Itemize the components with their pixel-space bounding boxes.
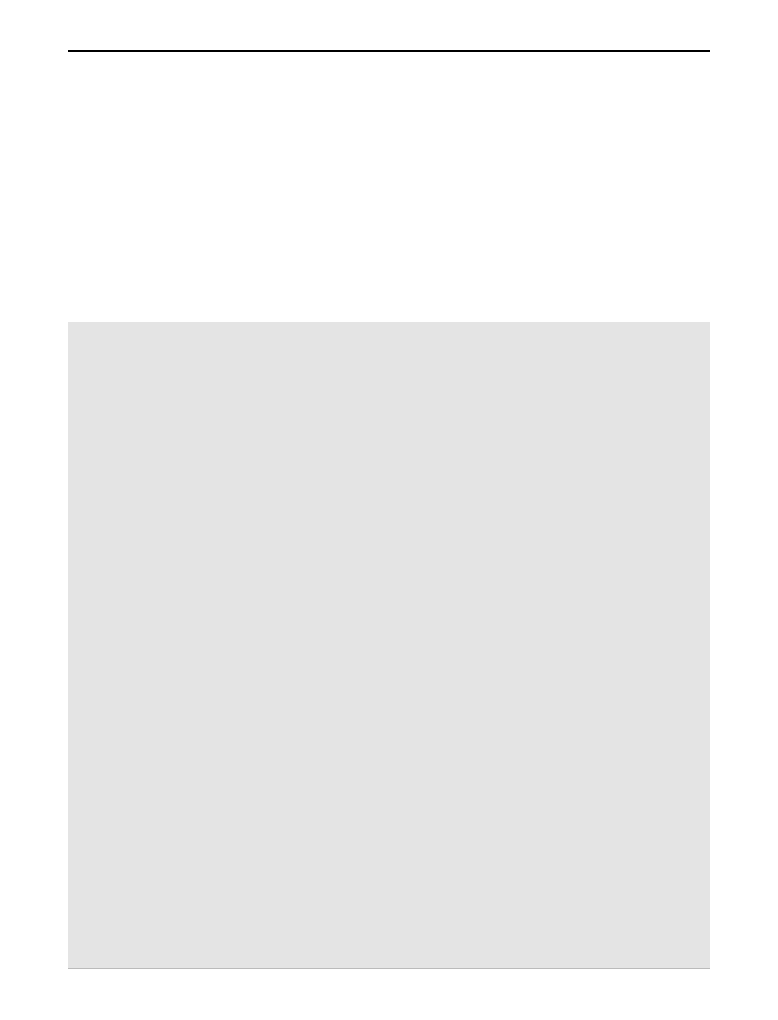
journal-logo [150, 60, 278, 110]
advisory-board-list [68, 345, 710, 733]
early-career-board-list [68, 754, 710, 968]
top-rule [68, 50, 710, 52]
editors-section [68, 124, 710, 319]
bottom-rule [68, 968, 710, 969]
